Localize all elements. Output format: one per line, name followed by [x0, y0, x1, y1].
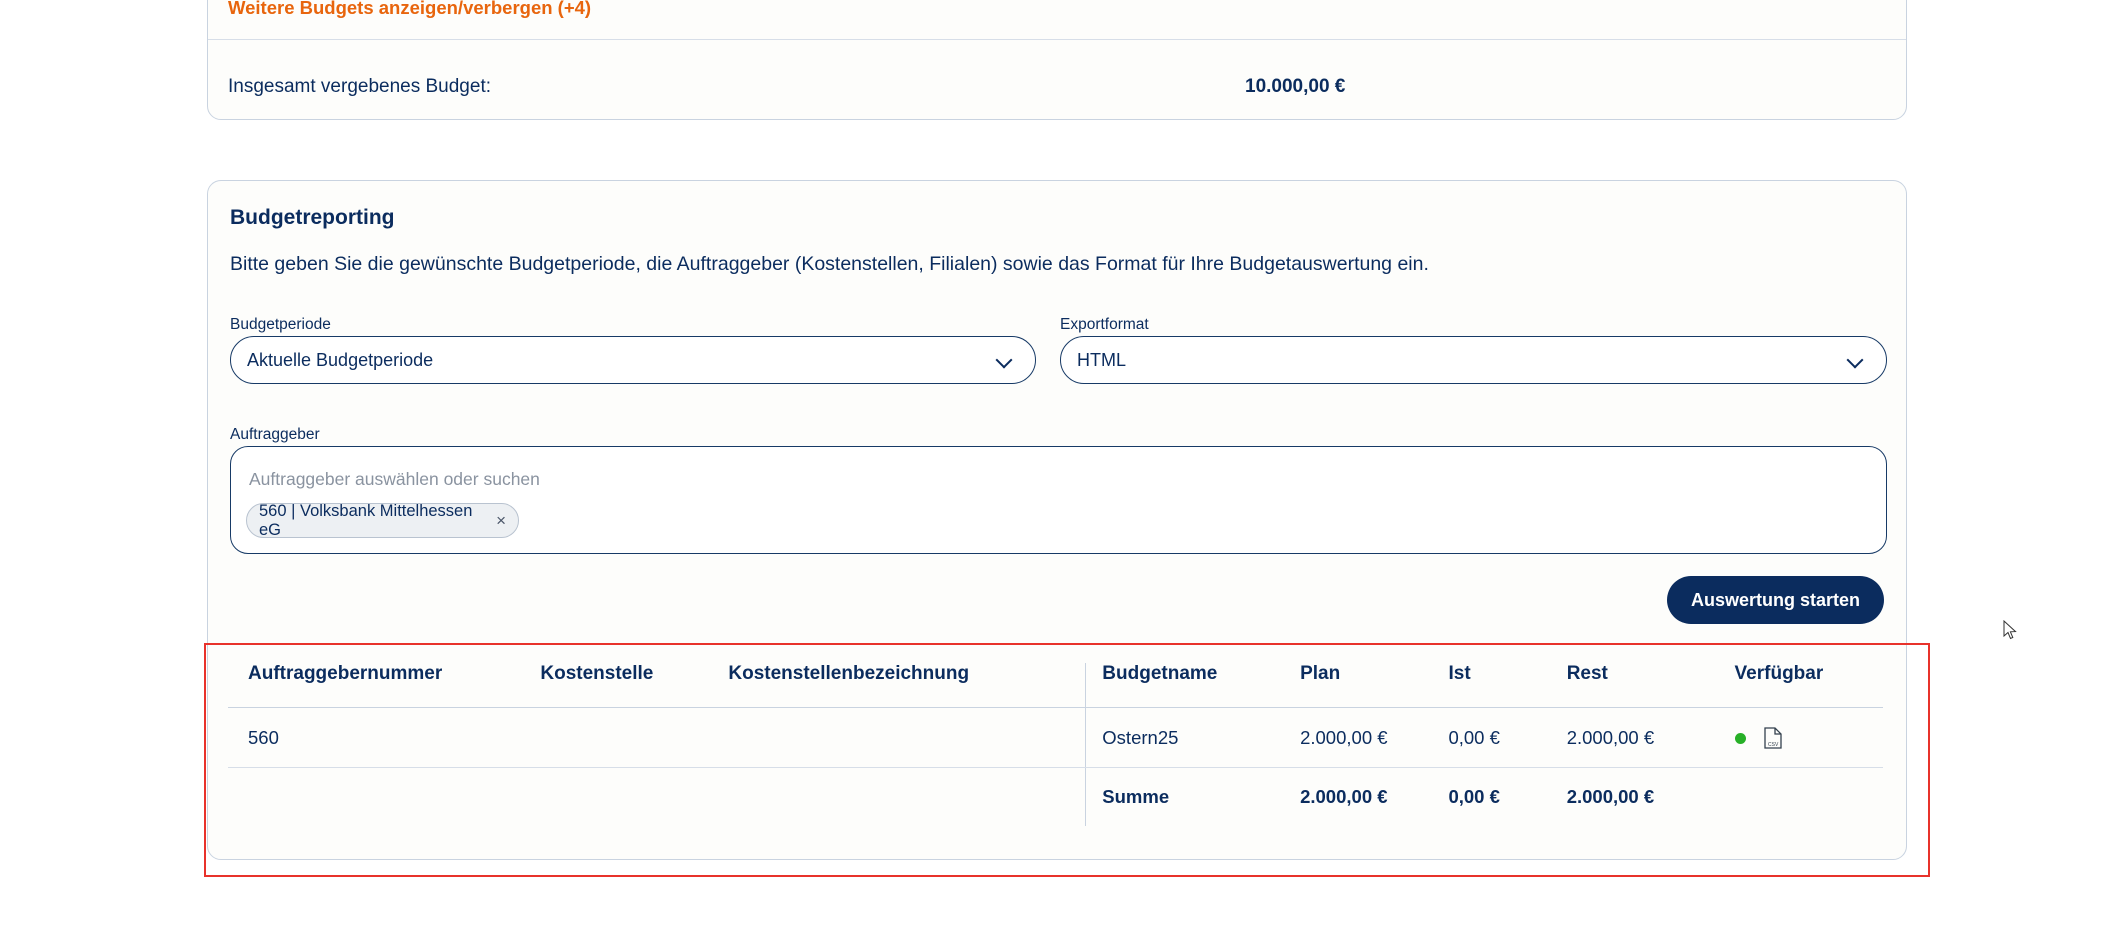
exportformat-label: Exportformat: [1060, 316, 1149, 333]
budgetreporting-title: Budgetreporting: [230, 206, 395, 229]
cell-kostenstellenbezeichnung: [728, 708, 1085, 768]
exportformat-select[interactable]: [1060, 336, 1887, 384]
csv-download-icon[interactable]: [1764, 727, 1782, 749]
budgetperiode-select[interactable]: [230, 336, 1036, 384]
summary-divider: [208, 39, 1906, 40]
auftraggeber-search-input[interactable]: Auftraggeber auswählen oder suchen: [249, 469, 540, 489]
col-verfuegbar: Verfügbar: [1734, 663, 1824, 684]
total-budget-label: Insgesamt vergebenes Budget:: [228, 76, 492, 97]
cell-budgetname: Ostern25: [1086, 708, 1300, 768]
mouse-cursor: [2003, 620, 2017, 640]
col-auftraggebernummer: Auftraggebernummer: [248, 663, 443, 684]
results-table-head: [228, 663, 1883, 708]
close-icon[interactable]: ×: [496, 510, 506, 530]
cell-summary-verfuegbar: [1735, 768, 1883, 827]
start-evaluation-button[interactable]: Auswertung starten: [1667, 576, 1884, 624]
budget-summary-card: [207, 0, 1907, 120]
cell-ist: 0,00 €: [1448, 708, 1566, 768]
results-table: [228, 663, 1883, 826]
cell-empty-3: [728, 768, 1085, 827]
col-budgetname: Budgetname: [1086, 663, 1300, 708]
cell-summary-label: Summe: [1086, 768, 1300, 827]
exportformat-selected-value: HTML: [1077, 349, 1126, 370]
status-available-icon: [1735, 733, 1746, 744]
auftraggeber-tag[interactable]: [246, 503, 519, 538]
col-kostenstelle: Kostenstelle: [540, 663, 654, 684]
results-table-body: [228, 708, 1883, 827]
table-row: [228, 708, 1883, 768]
col-kostenstellenbezeichnung: Kostenstellenbezeichnung: [728, 663, 970, 684]
auftraggeber-label: Auftraggeber: [230, 426, 320, 443]
cell-plan: 2.000,00 €: [1300, 708, 1448, 768]
cell-verfuegbar: [1735, 708, 1883, 768]
cell-summary-rest: 2.000,00 €: [1566, 786, 1655, 808]
cell-summary-plan: 2.000,00 €: [1300, 786, 1388, 808]
cell-empty-1: [228, 768, 540, 827]
table-row-summary: [228, 768, 1883, 827]
chevron-down-icon: [1848, 352, 1864, 368]
col-rest: Rest: [1566, 663, 1608, 684]
toggle-more-budgets-link[interactable]: Weitere Budgets anzeigen/verbergen (+4): [228, 0, 592, 18]
budgetperiode-selected-value: Aktuelle Budgetperiode: [247, 349, 434, 370]
budgetperiode-label: Budgetperiode: [230, 316, 331, 333]
cell-kostenstelle: [540, 708, 728, 768]
cell-empty-2: [540, 768, 728, 827]
cell-rest: 2.000,00 €: [1567, 708, 1735, 768]
cell-summary-ist: 0,00 €: [1448, 786, 1500, 808]
results-table-container: [228, 663, 1883, 838]
results-header-row: [228, 663, 1883, 708]
auftraggeber-tag-label: 560 | Volksbank Mittelhessen eG: [259, 501, 473, 539]
total-budget-value: 10.000,00 €: [1245, 76, 1346, 97]
col-plan: Plan: [1300, 663, 1341, 684]
auftraggeber-multiselect[interactable]: [230, 446, 1887, 554]
svg-text:CSV: CSV: [1767, 742, 1778, 749]
budgetreporting-description: Bitte geben Sie die gewünschte Budgetperiode, die Auftraggeber (Kostenstellen, Filialen) sowie das Format für Ihre Budgetauswertung ein.: [230, 253, 1429, 275]
cell-auftraggebernummer: 560: [228, 708, 540, 768]
col-ist: Ist: [1448, 663, 1471, 684]
chevron-down-icon: [997, 352, 1013, 368]
